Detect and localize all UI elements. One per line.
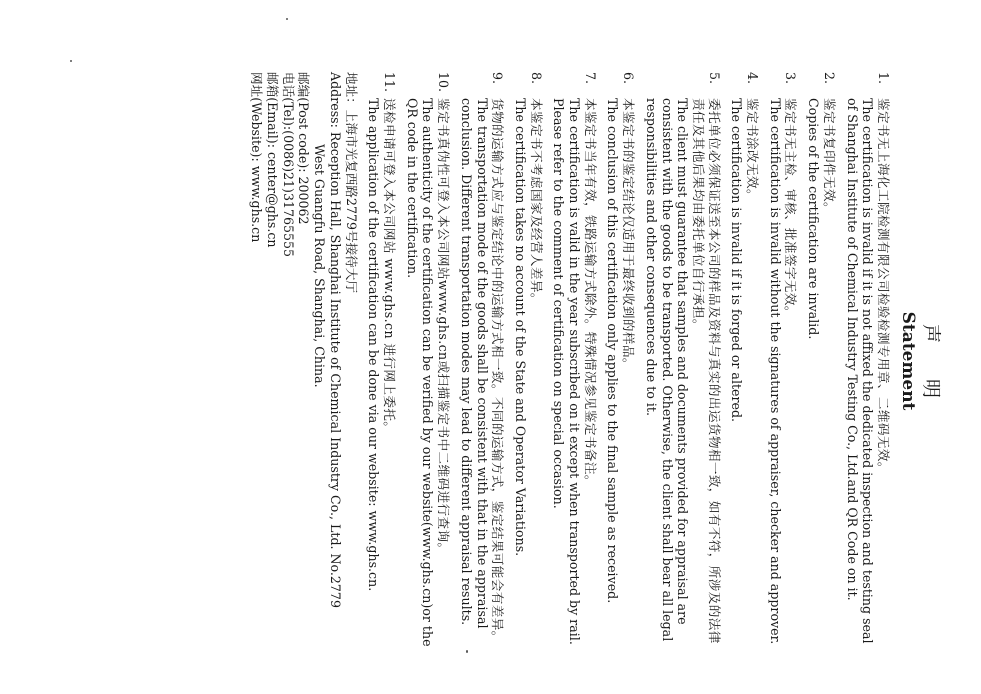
item-text-chinese: 鉴定书涂改无效。	[745, 98, 761, 202]
address-chinese: 地址：上海市光复西路2779号接待大厅	[343, 72, 359, 293]
item-text-english: The application of the certification can be done via our website: www.ghs.cn.	[366, 98, 382, 592]
item-number: 2.	[821, 72, 837, 85]
item-number: 7.	[582, 72, 598, 85]
statement-item	[605, 72, 636, 650]
contact-block	[249, 72, 359, 650]
page-title-chinese: 声明	[920, 323, 942, 434]
website: 网址(Website): www.ghs.cn	[249, 72, 265, 243]
item-text-chinese: 委托单位必须保证送至本公司的样品及资料与真实的出运货物相一致，如有不符，所涉及的法律责任及其他后果均由委托单位自行承担。	[690, 98, 722, 644]
telephone: 电话(Tel):(0086)21)31765555	[280, 72, 296, 258]
item-text-chinese: 本鉴定书的鉴定结论仅适用于最终收到的样品。	[621, 98, 637, 371]
item-number: 5.	[706, 72, 722, 85]
item-text-chinese: 鉴定书无主检、审核、批准签字无效。	[783, 98, 799, 319]
item-text-english: The conclusion of this certification only applies to the final sample as received.	[605, 98, 621, 604]
scan-speck	[286, 18, 288, 20]
statement-item	[805, 72, 836, 650]
item-text-chinese: 鉴定书无上海化工院检测有限公司检验检测专用章、二维码无效。	[876, 98, 891, 475]
statement-item	[551, 72, 598, 650]
item-text-english: The certification takes no account of the State and Operator Variations.	[512, 98, 528, 557]
statement-item	[512, 72, 543, 650]
item-number: 8.	[528, 72, 544, 85]
item-text-english: The client must guarantee that samples and documents provided for appraisal are consistent with the goods to be transported. Otherwise, the client shall bear all legal responsibilities and other consequences due to it.	[643, 98, 691, 642]
statement-item	[458, 72, 505, 650]
item-text-english: The transportation mode of the goods shall be consistent with that in the appraisal conclusion. Different transportation modes may lead to different appraisal results.	[458, 98, 490, 629]
statement-list	[366, 72, 891, 650]
item-text-english: Copies of the certification are invalid.	[806, 98, 822, 340]
item-text-chinese: 货物的运输方式应与鉴定结论中的运输方式相一致。不同的运输方式，鉴定结果可能会有差异。	[490, 98, 506, 644]
item-number: 4.	[745, 72, 761, 85]
statement-item	[643, 72, 722, 650]
item-text-english: The certification is invalid if it is not affixed the dedicated inspection and testing seal of Shanghai Institute of Chemical Industry Testing Co., Ltd.and QR Code on it.	[844, 98, 876, 644]
item-text-chinese: 送检申请可登入本公司网站 www.ghs.cn 进行网上委托。	[382, 98, 398, 435]
title-block	[897, 72, 943, 650]
item-number: 11.	[382, 72, 398, 93]
item-number: 3.	[783, 72, 799, 85]
address-english: Address: Reception Hall, Shanghai Institute of Chemical Industry Co., Ltd. No.2779	[327, 72, 343, 608]
item-text-chinese: 鉴定书复印件无效。	[821, 98, 837, 215]
item-text-english: The certification is valid in the year subscribed on it except when transported by rail. Please refer to the comment of certification on special occasion.	[551, 98, 583, 645]
statement-item	[767, 72, 798, 650]
scan-speck	[466, 650, 468, 653]
item-number: 1.	[876, 72, 891, 85]
item-text-english: The authenticity of the certification can be verified by our website(www.ghs.cn)or the QR code in the certification.	[404, 98, 436, 647]
item-text-chinese: 鉴定书真伪性可登入本公司网站www.ghs.cn或扫描鉴定书中二维码进行查询。	[436, 98, 452, 556]
item-text-english: The certification is invalid if it is forged or altered.	[729, 98, 745, 423]
statement-item	[366, 72, 397, 650]
statement-item	[844, 72, 891, 650]
postcode: 邮编(Post code): 200062	[296, 72, 312, 225]
email: 邮箱(Email): center@ghs.cn	[265, 72, 281, 248]
item-text-english: The certification is invalid without the signatures of appraiser, checker and approver.	[767, 98, 783, 645]
item-number: 9.	[490, 72, 506, 85]
item-text-chinese: 本鉴定书不考虑国家及经营人差异。	[528, 98, 544, 306]
scan-speck	[70, 60, 72, 62]
item-text-chinese: 本鉴定书当年有效，铁路运输方式除外。特殊情况参见鉴定书备注。	[582, 98, 598, 488]
statement-item	[404, 72, 451, 650]
statement-item	[729, 72, 760, 650]
page-title-english: Statement	[898, 311, 918, 411]
address-english-continued: West Guangfu Road, Shanghai, China.	[312, 144, 328, 388]
item-number: 6.	[621, 72, 637, 85]
item-number: 10.	[436, 72, 452, 93]
